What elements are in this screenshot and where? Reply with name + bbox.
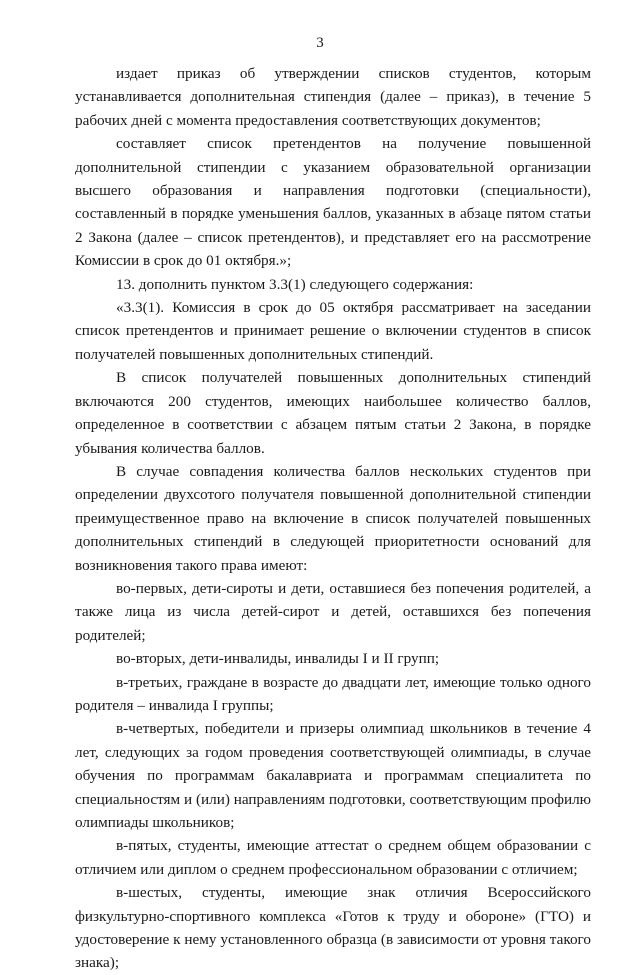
paragraph-priority-fourth: в-четвертых, победители и призеры олимпиад школьников в течение 4 лет, следующих за годом проведения соответствующей олимпиады, в случае обучения по программам бакалавриата и программам специалитета по специальностям и (или) направлениям подготовки, соответствующим профилю олимпиады школьников; (75, 720, 591, 831)
paragraph-equal-points: В случае совпадения количества баллов нескольких студентов при определении двухсотого получателя повышенной дополнительной стипендии преимущественное право на включение в список получателей повышенных дополнительных стипендий в следующей приоритетности оснований для возникновения такого права имеют: (75, 462, 591, 574)
paragraph-200-students: В список получателей повышенных дополнительных стипендий включаются 200 студентов, имеющих наибольшее количество баллов, определенное в соответствии с абзацем пятым статьи 2 Закона, в порядке убывания количества баллов. (75, 369, 591, 457)
paragraph-priority-fifth: в-пятых, студенты, имеющие аттестат о среднем общем образовании с отличием или диплом о среднем профессиональном образовании с отличием; (75, 837, 591, 878)
page-number: 3 (316, 35, 324, 51)
paragraph-amendment-13: 13. дополнить пунктом 3.3(1) следующего содержания: (116, 275, 474, 293)
paragraph-clause-3-3-1: «3.3(1). Комиссия в срок до 05 октября рассматривает на заседании список претендентов и принимает решение о включении студентов в список получателей повышенных дополнительных стипендий. (75, 299, 591, 363)
paragraph-priority-third: в-третьих, граждане в возрасте до двадцати лет, имеющие только одного родителя – инвалида I группы; (75, 673, 591, 714)
paragraph-candidates-list: составляет список претендентов на получение повышенной дополнительной стипендии с указанием образовательной организации высшего образования и направления подготовки (специальности), составленный в порядке уменьшения баллов, указанных в абзаце пятом статьи 2 Закона (далее – список претендентов), и представляет его на рассмотрение Комиссии в срок до 01 октября.»; (75, 135, 591, 270)
paragraph-issue-order: издает приказ об утверждении списков студентов, которым устанавливается дополнительная стипендия (далее – приказ), в течение 5 рабочих дней с момента предоставления соответствующих документов; (75, 65, 591, 129)
document-body (75, 62, 591, 975)
paragraph-priority-second: во-вторых, дети-инвалиды, инвалиды I и II групп; (116, 650, 440, 668)
paragraph-priority-sixth: в-шестых, студенты, имеющие знак отличия Всероссийского физкультурно-спортивного комплекса «Готов к труду и обороне» (ГТО) и удостоверение к нему установленного образца (в зависимости от уровня такого знака); (75, 884, 591, 972)
paragraph-priority-first: во-первых, дети-сироты и дети, оставшиеся без попечения родителей, а также лица из числа детей-сирот и детей, оставшихся без попечения родителей; (75, 579, 591, 644)
